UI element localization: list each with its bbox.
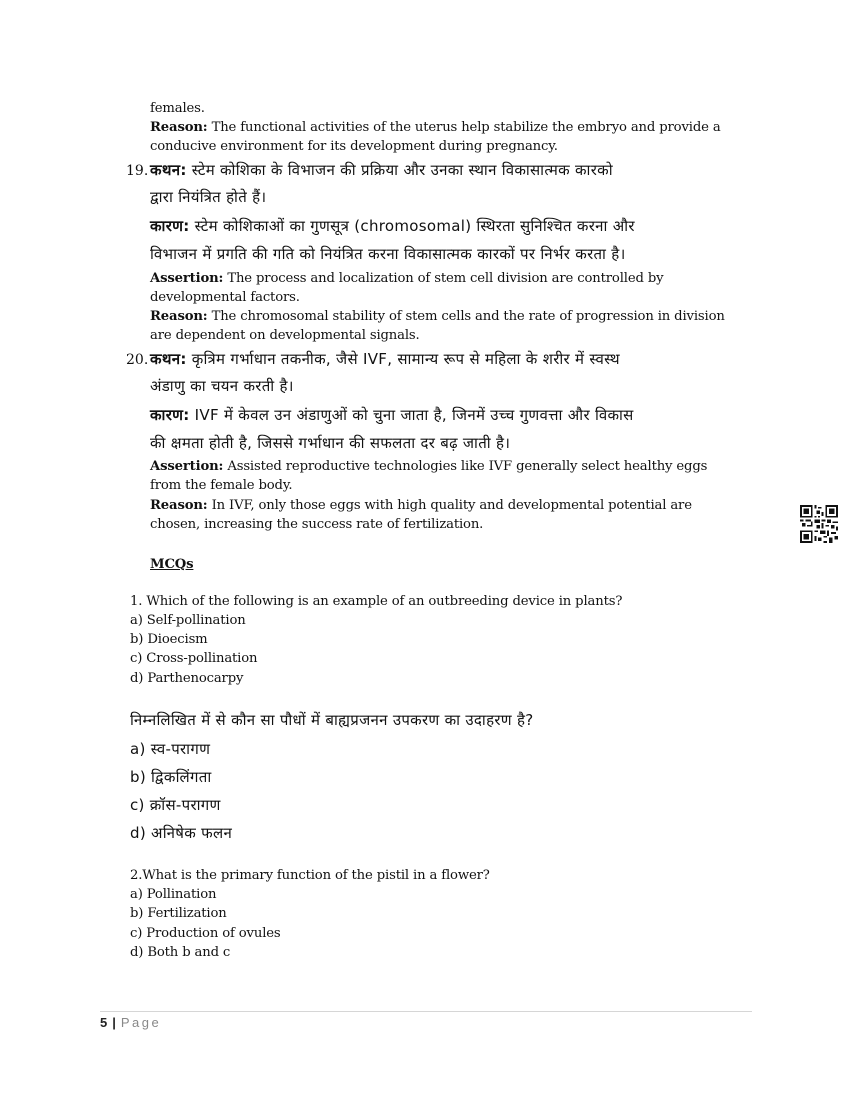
text-line [150,271,663,286]
text-line: developmental factors. [150,290,300,305]
assertion-label: Assertion: [150,459,224,474]
mcq-option: b) Fertilization [130,906,227,921]
kathan-text: स्टेम कोशिका के विभाजन की प्रक्रिया और उनका स्थान विकासात्मक कारको [186,161,613,179]
text-line [150,120,721,135]
assertion-text: Assisted reproductive technologies like IVF generally select healthy eggs [223,459,708,474]
hindi-line: की क्षमता होती है, जिससे गर्भाधान की सफलता दर बढ़ जाती है। [150,434,511,452]
karan-label: कारण: [150,406,190,424]
hindi-line [150,216,635,236]
text-line [150,498,692,513]
mcq-option: c) Production of ovules [130,926,281,941]
qr-code-icon [800,505,838,543]
reason-label: Reason: [150,309,208,324]
karan-text: IVF में केवल उन अंडाणुओं को चुना जाता है, जिनमें उच्च गुणवत्ता और विकास [189,406,634,424]
karan-text: स्टेम कोशिकाओं का गुणसूत्र (chromosomal) स्थिरता सुनिश्चित करना और [189,217,635,235]
mcq-option: b) Dioecism [130,632,208,647]
mcq-option-hindi: a) स्व-परागण [130,740,211,758]
assertion-label: Assertion: [150,271,224,286]
mcq-question: 2.What is the primary function of the pistil in a flower? [130,868,490,883]
text-line: chosen, increasing the success rate of fertilization. [150,517,484,532]
hindi-line: अंडाणु का चयन करती है। [150,377,294,395]
mcq-question-hindi: निम्नलिखित में से कौन सा पौधों में बाह्यप्रजनन उपकरण का उदाहरण है? [130,711,534,729]
mcq-option-hindi: b) द्विकलिंगता [130,768,212,786]
reason-text: The chromosomal stability of stem cells and the rate of progression in division [207,309,725,324]
footer-separator: | [112,1015,116,1030]
reason-text: The functional activities of the uterus help stabilize the embryo and provide a [207,120,721,135]
text-line: are dependent on developmental signals. [150,328,420,343]
karan-label: कारण: [150,217,190,235]
mcq-question: 1. Which of the following is an example of an outbreeding device in plants? [130,594,623,609]
reason-label: Reason: [150,498,208,513]
mcq-option: a) Pollination [130,887,217,902]
hindi-line [150,349,620,369]
mcq-option: a) Self-pollination [130,613,246,628]
reason-text: In IVF, only those eggs with high quality and developmental potential are [207,498,692,513]
mcq-option: d) Parthenocarpy [130,671,244,686]
mcq-option: d) Both b and c [130,945,231,960]
page-label: Page [120,1015,162,1030]
question-number: 20. [126,352,149,368]
kathan-text: कृत्रिम गर्भाधान तकनीक, जैसे IVF, सामान्य रूप से महिला के शरीर में स्वस्थ [186,350,620,368]
text-line: from the female body. [150,478,293,493]
reason-label: Reason: [150,120,208,135]
text-line: females. [150,101,205,116]
question-number: 19. [126,163,149,179]
mcq-option-hindi: c) क्रॉस-परागण [130,796,221,814]
hindi-line [150,405,634,425]
mcq-option: c) Cross-pollination [130,651,258,666]
mcq-option-hindi: d) अनिषेक फलन [130,824,233,842]
hindi-line [150,160,613,180]
text-line: conducive environment for its development during pregnancy. [150,139,558,154]
footer-divider [100,1011,752,1012]
page-footer [100,1015,161,1030]
assertion-text: The process and localization of stem cell division are controlled by [223,271,664,286]
page-number: 5 [100,1015,108,1030]
text-line [150,309,725,324]
kathan-label: कथन: [150,161,187,179]
section-heading: MCQs [150,557,194,572]
hindi-line: विभाजन में प्रगति की गति को नियंत्रित करना विकासात्मक कारकों पर निर्भर करता है। [150,245,626,263]
text-line [150,459,707,474]
hindi-line: द्वारा नियंत्रित होते हैं। [150,188,267,206]
kathan-label: कथन: [150,350,187,368]
